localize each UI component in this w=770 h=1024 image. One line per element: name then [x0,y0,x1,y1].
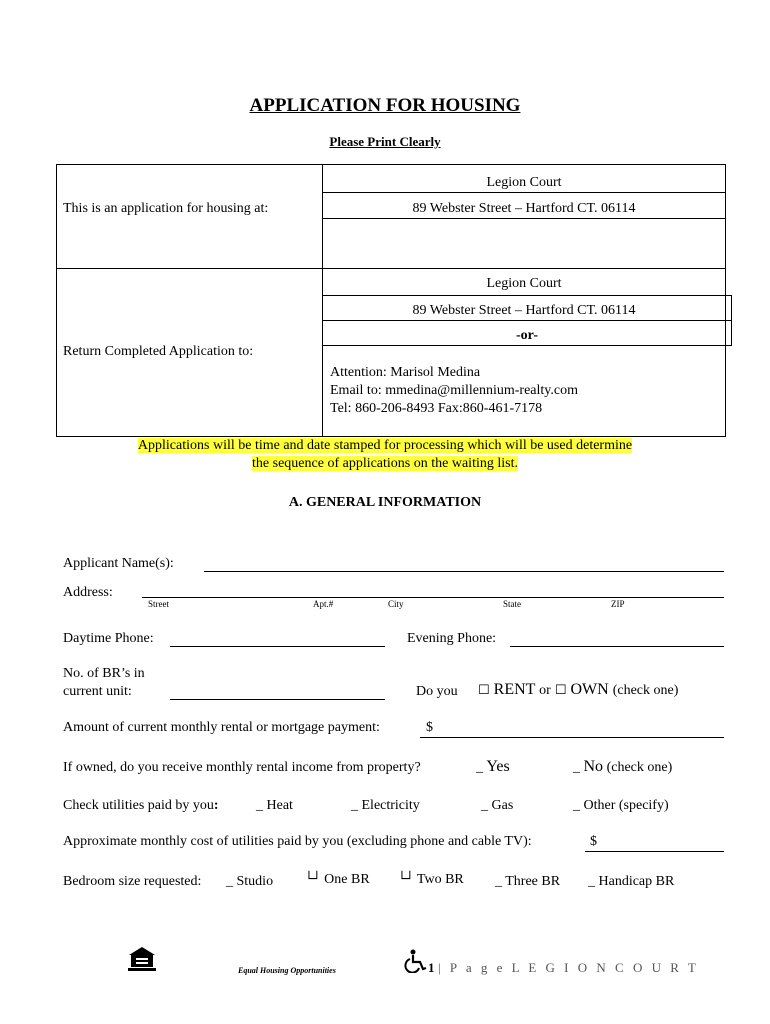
bedroom-label: Bedroom size requested: [63,874,202,889]
attention: Attention: Marisol Medina [330,365,481,380]
cell-divider [322,320,732,321]
gas-label: Gas [491,798,514,813]
notice-line1: Applications will be time and date stamped for processing which will be used determine [137,438,633,453]
gas-option[interactable] [481,798,513,814]
street-caption: Street [148,599,169,609]
one-br-checkbox[interactable]: └┘ [305,872,321,887]
approx-label: Approximate monthly cost of utilities paid by you (excluding phone and cable TV): [63,834,532,849]
brs-field[interactable] [170,699,385,700]
electricity-option[interactable] [351,798,420,814]
handicap-label: Handicap BR [598,874,675,889]
applicant-label: Applicant Name(s): [63,556,174,571]
three-br-option[interactable] [495,874,560,890]
rent-own-group [478,681,678,699]
brs-label-line2: current unit: [63,684,132,699]
telephone: Tel: 860-206-8493 Fax:860-461-7178 [330,401,543,416]
row2-or: -or- [515,328,539,343]
utilities-label [63,798,219,814]
equal-housing-logo-icon [127,946,157,972]
other-checkbox[interactable]: _ [573,798,580,813]
page-number: 1 [428,960,435,975]
electricity-label: Electricity [361,798,420,813]
rent-checkbox[interactable]: ☐ [478,683,490,698]
or-label: or [539,683,551,698]
zip-caption: ZIP [611,599,625,609]
cell-divider [322,192,726,193]
notice-line1-wrap [0,438,770,454]
studio-option[interactable] [226,874,273,890]
own-checkbox[interactable]: ☐ [554,683,567,698]
email: Email to: mmedina@millennium-realty.com [330,383,578,398]
state-caption: State [503,599,521,609]
equal-housing-text: Equal Housing Opportunities [238,966,336,975]
row2-label: Return Completed Application to: [63,344,254,359]
daytime-phone-label: Daytime Phone: [63,631,154,646]
approx-field[interactable] [585,851,724,852]
three-br-label: Three BR [505,874,561,889]
own-label: OWN [570,681,609,698]
cell-divider [322,218,726,219]
no-option[interactable] [573,758,672,776]
one-br-label: One BR [324,872,370,887]
three-br-checkbox[interactable]: _ [495,874,502,889]
brs-label-line1: No. of BR’s in [63,666,145,681]
do-you-label: Do you [416,684,458,699]
one-br-option[interactable] [305,872,370,888]
two-br-label: Two BR [416,872,464,887]
two-br-option[interactable] [398,872,464,888]
cell-divider [322,295,732,296]
studio-checkbox[interactable]: _ [226,874,233,889]
handicap-checkbox[interactable]: _ [588,874,595,889]
rent-label: RENT [493,681,536,698]
city-caption: City [388,599,404,609]
electricity-checkbox[interactable]: _ [351,798,358,813]
applicant-field[interactable] [204,571,724,572]
row1-name: Legion Court [486,175,562,190]
page-title: APPLICATION FOR HOUSING [249,95,521,116]
handicap-option[interactable] [588,874,674,890]
yes-checkbox[interactable]: _ [476,760,483,775]
other-option[interactable] [573,798,669,814]
yes-label: Yes [486,758,510,775]
studio-label: Studio [236,874,274,889]
utilities-text: Check utilities paid by you [63,798,214,813]
approx-dollar: $ [590,834,597,849]
two-br-checkbox[interactable]: └┘ [398,872,414,887]
wheelchair-icon [404,949,430,973]
address-label: Address: [63,585,113,600]
evening-phone-label: Evening Phone: [407,631,497,646]
check-one2-label: (check one) [606,760,673,775]
amount-field[interactable] [420,737,724,738]
row2-name: Legion Court [486,276,562,291]
apt-caption: Apt.# [313,599,334,609]
evening-phone-field[interactable] [510,646,724,647]
page-subtitle: Please Print Clearly [329,134,441,149]
daytime-phone-field[interactable] [170,646,385,647]
heat-label: Heat [266,798,293,813]
heat-option[interactable] [256,798,293,814]
owned-label: If owned, do you receive monthly rental income from property? [63,760,421,775]
row1-label: This is an application for housing at: [63,201,269,216]
amount-label: Amount of current monthly rental or mortgage payment: [63,720,380,735]
gas-checkbox[interactable]: _ [481,798,488,813]
amount-dollar: $ [426,720,433,735]
row-divider [56,268,726,269]
no-checkbox[interactable]: _ [573,760,580,775]
cell-divider [322,345,732,346]
row2-address: 89 Webster Street – Hartford CT. 06114 [412,303,636,318]
section-heading: A. GENERAL INFORMATION [288,495,482,510]
page-footer-label: | P a g e L E G I O N C O U R T [438,960,699,975]
check-one-label: (check one) [612,683,679,698]
notice-line2: the sequence of applications on the waiting list. [252,456,518,471]
notice-line2-wrap [0,456,770,472]
heat-checkbox[interactable]: _ [256,798,263,813]
no-label: No [583,758,604,775]
other-label: Other (specify) [583,798,669,813]
yes-option[interactable] [476,758,510,776]
utilities-colon: : [213,798,219,813]
row1-address: 89 Webster Street – Hartford CT. 06114 [412,201,636,216]
address-field[interactable] [142,597,724,598]
